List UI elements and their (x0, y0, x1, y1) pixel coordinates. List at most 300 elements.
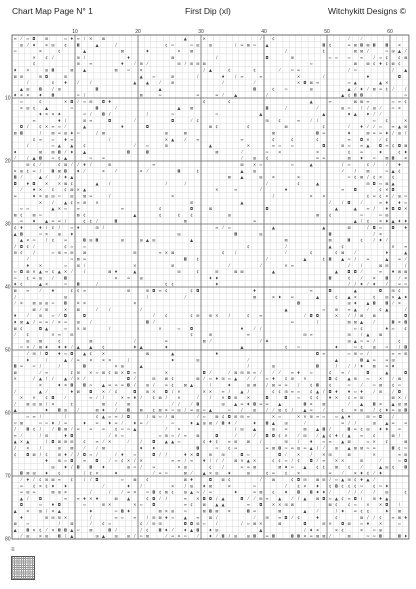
stitch-symbol: ⊠ (57, 168, 61, 174)
row-number-label: 50 (4, 347, 11, 354)
stitch-symbol: ⁄ (228, 369, 230, 375)
stitch-symbol: / (109, 180, 111, 186)
stitch-symbol: ¢ (58, 338, 61, 344)
stitch-symbol: ✕ (397, 319, 402, 325)
stitch-symbol: ≈ (51, 250, 55, 256)
stitch-symbol: ≈ (347, 162, 351, 167)
stitch-symbol: ⁄ (71, 357, 73, 363)
stitch-symbol: ▲ (190, 382, 194, 388)
stitch-symbol: ✕ (164, 136, 168, 142)
stitch-symbol: ⊞ (234, 395, 238, 401)
stitch-symbol: ⁄ (317, 458, 318, 464)
stitch-symbol: ◘ (57, 407, 61, 413)
stitch-symbol: ≡ (309, 332, 313, 338)
stitch-symbol: ⁄ (71, 451, 73, 457)
stitch-symbol: ≡ (315, 155, 320, 161)
stitch-symbol: ≡ (44, 369, 49, 375)
stitch-symbol: ⊞ (208, 451, 213, 457)
stitch-symbol: ≡ (303, 445, 307, 451)
stitch-symbol: ¢ (51, 225, 55, 230)
stitch-symbol: ¢ (354, 174, 357, 180)
stitch-symbol: ≈ (359, 521, 364, 527)
stitch-symbol: ¢ (379, 306, 382, 312)
stitch-symbol: ⊞ (378, 527, 383, 533)
stitch-symbol: ⁄ (373, 477, 375, 482)
stitch-symbol: ◘ (328, 288, 332, 293)
stitch-symbol: ⁄ (291, 514, 293, 520)
stitch-symbol: ¢ (32, 136, 36, 142)
stitch-symbol: ▲ (70, 533, 74, 539)
stitch-symbol: ≡ (89, 117, 93, 123)
stitch-symbol: ¢ (32, 483, 36, 489)
stitch-symbol: / (216, 521, 218, 527)
stitch-symbol: ✕ (101, 168, 106, 174)
stitch-symbol: ◘ (265, 54, 269, 60)
stitch-symbol: ¢ (190, 332, 193, 338)
stitch-symbol: ¢ (83, 218, 86, 224)
stitch-symbol: ⁄ (285, 451, 287, 457)
stitch-symbol: ◘ (114, 218, 118, 224)
stitch-symbol: ⊞ (359, 407, 364, 413)
stitch-symbol: ≈ (126, 426, 131, 432)
stitch-symbol: / (367, 48, 369, 54)
stitch-symbol: ◘ (322, 143, 326, 149)
stitch-symbol: ▲ (385, 256, 389, 262)
stitch-symbol: ≈ (133, 451, 137, 457)
stitch-symbol: / (266, 92, 268, 98)
stitch-symbol: ♦ (334, 344, 339, 350)
stitch-symbol: ¢ (328, 42, 332, 48)
stitch-symbol: ≈ (378, 483, 383, 489)
stitch-symbol: ¢ (209, 464, 212, 470)
stitch-symbol: ✕ (322, 193, 326, 199)
stitch-symbol: ▲ (397, 48, 401, 54)
stitch-symbol: ≈ (359, 338, 364, 344)
stitch-symbol: ▲ (82, 351, 87, 356)
stitch-symbol: ⊞ (366, 426, 370, 432)
stitch-symbol: ▲ (259, 111, 263, 117)
stitch-symbol: ▲ (202, 470, 206, 476)
stitch-symbol: ⊞ (303, 477, 307, 482)
stitch-symbol: ⊠ (164, 489, 168, 495)
stitch-symbol: ♦ (208, 439, 213, 445)
stitch-symbol: / (266, 382, 268, 388)
stitch-symbol: ⊠ (328, 502, 332, 508)
stitch-symbol: ≈ (208, 376, 213, 382)
stitch-symbol: ♦ (208, 527, 213, 533)
stitch-symbol: ¢ (297, 458, 300, 464)
stitch-symbol: ¢ (32, 105, 36, 111)
stitch-symbol: ⊠ (19, 420, 24, 426)
stitch-symbol: ≡ (95, 420, 99, 426)
stitch-symbol: ⊞ (208, 313, 213, 319)
stitch-symbol: ¢ (360, 325, 363, 331)
stitch-symbol: ≈ (202, 414, 206, 419)
stitch-symbol: ≈ (378, 124, 383, 130)
stitch-symbol: ¢ (64, 42, 67, 48)
stitch-symbol: ≡ (397, 256, 402, 262)
stitch-symbol: / (45, 357, 48, 363)
stitch-symbol: ▲ (271, 269, 275, 275)
stitch-symbol: ≈ (26, 206, 30, 212)
stitch-symbol: ✕ (334, 527, 339, 533)
stitch-symbol: ✕ (89, 495, 93, 501)
stitch-symbol: ▲ (145, 237, 149, 243)
stitch-symbol: ◘ (95, 105, 99, 111)
stitch-symbol: ⊠ (366, 130, 370, 136)
stitch-symbol: ♦ (170, 357, 175, 363)
stitch-symbol: ≡ (391, 420, 395, 426)
stitch-symbol: ≈ (347, 256, 351, 262)
stitch-symbol: ◘ (309, 489, 313, 495)
stitch-symbol: / (33, 250, 35, 256)
stitch-symbol: ⊞ (26, 162, 30, 167)
stitch-symbol: ✕ (133, 489, 137, 495)
stitch-symbol: ¢ (360, 508, 363, 514)
stitch-symbol: ⊞ (391, 48, 395, 54)
stitch-symbol: ⊠ (101, 130, 106, 136)
stitch-symbol: ♦ (403, 514, 408, 520)
stitch-symbol: ✕ (252, 458, 257, 464)
stitch-symbol: ≈ (404, 445, 408, 451)
stitch-symbol: ♦ (227, 470, 232, 476)
stitch-symbol: ▲ (271, 225, 275, 230)
stitch-symbol: ≡ (366, 206, 370, 212)
stitch-symbol: ⁄ (329, 489, 331, 495)
stitch-symbol: ▲ (82, 187, 87, 193)
stitch-symbol: ▲ (360, 401, 364, 407)
stitch-symbol: ≈ (284, 458, 288, 464)
stitch-symbol: ≡ (378, 86, 383, 92)
stitch-symbol: ▲ (240, 174, 244, 180)
stitch-symbol: ♦ (189, 420, 194, 426)
stitch-symbol: ⊞ (246, 382, 250, 388)
stitch-symbol: / (329, 533, 331, 539)
stitch-symbol: ⊞ (19, 42, 24, 48)
stitch-symbol: / (247, 363, 249, 369)
stitch-symbol: ¢ (328, 432, 332, 438)
stitch-symbol: ⊠ (208, 420, 213, 426)
stitch-symbol: ◘ (152, 439, 156, 445)
stitch-symbol: ◘ (385, 502, 389, 508)
stitch-symbol: ¢ (196, 269, 200, 275)
stitch-symbol: ♦ (44, 470, 49, 476)
stitch-symbol: ⁄ (153, 313, 155, 319)
stitch-symbol: ♦ (252, 420, 257, 426)
stitch-symbol: ♦ (70, 149, 74, 155)
stitch-symbol: ▲ (95, 180, 99, 186)
stitch-symbol: ⊠ (353, 99, 357, 104)
stitch-symbol: ✕ (334, 458, 339, 464)
stitch-symbol: ♦ (403, 218, 408, 224)
stitch-symbol: ♦ (372, 281, 376, 287)
stitch-symbol: ⁄ (228, 262, 230, 268)
stitch-symbol: ⊞ (221, 376, 225, 382)
stitch-symbol: ⊞ (183, 489, 187, 495)
stitch-symbol: ≈ (372, 527, 376, 533)
stitch-symbol: / (373, 237, 375, 243)
stitch-symbol: ✕ (38, 48, 43, 54)
stitch-symbol: / (222, 464, 224, 470)
stitch-symbol: ⊞ (290, 54, 294, 60)
stitch-symbol: ◘ (63, 527, 68, 533)
stitch-symbol: ♦ (57, 117, 62, 123)
stitch-symbol: ≡ (120, 382, 124, 388)
stitch-symbol: ¢ (309, 382, 313, 388)
stitch-symbol: ⁄ (115, 451, 117, 457)
stitch-symbol: ⊞ (246, 369, 250, 375)
stitch-symbol: ▲ (63, 357, 68, 363)
stitch-symbol: ◘ (360, 42, 364, 48)
stitch-symbol: ≈ (322, 439, 326, 445)
stitch-symbol: ≈ (139, 533, 143, 539)
stitch-symbol: ⊠ (341, 250, 345, 256)
stitch-symbol: ≈ (227, 376, 231, 382)
stitch-symbol: ◘ (253, 86, 257, 92)
stitch-symbol: ▲ (404, 67, 408, 73)
stitch-symbol: ▲ (133, 80, 137, 86)
stitch-symbol: ◘ (227, 395, 231, 401)
stitch-symbol: ⁄ (184, 294, 186, 300)
stitch-symbol: ◘ (101, 99, 105, 104)
stitch-symbol: ▲ (82, 124, 87, 130)
stitch-symbol: ⁄ (165, 533, 167, 539)
row-number-label: 20 (4, 158, 11, 165)
stitch-symbol: ⊞ (341, 143, 345, 149)
stitch-symbol: ♦ (233, 489, 238, 495)
stitch-symbol: ¢ (354, 477, 357, 482)
stitch-symbol: ¢ (335, 294, 338, 300)
stitch-symbol: ◘ (315, 363, 320, 369)
stitch-symbol: ✕ (328, 521, 332, 527)
stitch-symbol: ⁄ (216, 420, 218, 426)
stitch-symbol: ▲ (353, 218, 357, 224)
stitch-symbol: ◘ (360, 92, 364, 98)
stitch-symbol: ▲ (208, 407, 212, 413)
stitch-symbol: ⁄ (40, 306, 41, 312)
stitch-symbol: ≈ (189, 42, 194, 48)
stitch-symbol: ⁄ (361, 382, 362, 388)
stitch-symbol: ⁄ (134, 376, 136, 382)
stitch-symbol: ▲ (328, 243, 332, 249)
stitch-symbol: ≡ (70, 136, 74, 142)
stitch-symbol: ⁄ (84, 445, 85, 451)
stitch-symbol: ♦ (277, 294, 282, 300)
stitch-symbol: ¢ (165, 313, 168, 319)
stitch-symbol: ≡ (152, 162, 156, 167)
stitch-symbol: ▲ (334, 269, 338, 275)
stitch-symbol: / (222, 80, 224, 86)
stitch-symbol: ≡ (89, 61, 93, 67)
stitch-symbol: ⁄ (348, 124, 350, 130)
stitch-symbol: ◘ (196, 401, 200, 407)
stitch-symbol: ⊠ (70, 521, 74, 527)
stitch-symbol: ≡ (252, 508, 257, 514)
stitch-symbol: ⁄ (348, 36, 350, 41)
stitch-symbol: ◘ (76, 464, 80, 470)
stitch-symbol: ⊞ (26, 86, 30, 92)
stitch-symbol: ≡ (126, 489, 131, 495)
stitch-symbol: / (27, 495, 29, 501)
stitch-symbol: ¢ (39, 477, 42, 482)
stitch-symbol: ◘ (315, 351, 320, 356)
stitch-symbol: ⊞ (164, 143, 168, 149)
stitch-symbol: ⊞ (385, 262, 389, 268)
stitch-symbol: ¢ (45, 395, 48, 401)
stitch-symbol: / (304, 527, 306, 533)
stitch-symbol: ≈ (391, 105, 395, 111)
stitch-symbol: ✕ (164, 250, 168, 256)
stitch-symbol: ⁄ (96, 445, 98, 451)
stitch-symbol: ♦ (271, 376, 276, 382)
stitch-symbol: / (90, 514, 92, 520)
stitch-symbol: ✕ (397, 105, 402, 111)
stitch-symbol: ♦ (82, 162, 87, 167)
stitch-symbol: ¢ (83, 212, 86, 218)
stitch-symbol: ¢ (89, 218, 93, 224)
stitch-symbol: ♦ (101, 407, 106, 413)
stitch-symbol: / (216, 495, 218, 501)
stitch-symbol: ✕ (82, 300, 87, 306)
stitch-symbol: ⁄ (247, 357, 249, 363)
stitch-symbol: ⊞ (82, 199, 87, 205)
stitch-symbol: / (228, 313, 230, 319)
stitch-symbol: ▲ (139, 363, 143, 369)
stitch-symbol: ✕ (177, 426, 181, 432)
stitch-symbol: ⊠ (13, 212, 17, 218)
stitch-symbol: ♦ (63, 483, 68, 489)
stitch-symbol: ▲ (385, 306, 389, 312)
stitch-symbol: ◘ (133, 388, 137, 394)
stitch-symbol: ≈ (51, 143, 55, 149)
stitch-symbol: ♦ (101, 464, 106, 470)
stitch-symbol: ⊞ (202, 420, 206, 426)
stitch-symbol: ♦ (403, 149, 408, 155)
stitch-symbol: / (285, 48, 287, 54)
stitch-symbol: ♦ (13, 67, 17, 73)
stitch-symbol: ◘ (152, 489, 156, 495)
stitch-symbol: ▲ (164, 439, 168, 445)
stitch-symbol: ⊠ (126, 401, 131, 407)
stitch-symbol: ▲ (341, 414, 345, 419)
stitch-symbol: ⁄ (235, 432, 237, 438)
stitch-symbol: ≈ (13, 275, 17, 281)
stitch-symbol: ≈ (372, 382, 376, 388)
stitch-symbol: ◘ (70, 351, 74, 356)
stitch-symbol: ≈ (38, 420, 43, 426)
stitch-symbol: ✕ (309, 193, 313, 199)
stitch-symbol: ≡ (171, 458, 175, 464)
stitch-symbol: ¢ (177, 212, 181, 218)
stitch-symbol: ✕ (246, 395, 250, 401)
stitch-symbol: ¢ (328, 382, 332, 388)
stitch-symbol: ⊠ (32, 306, 36, 312)
stitch-symbol: ⁄ (373, 124, 375, 130)
stitch-symbol: ▲ (101, 414, 105, 419)
stitch-symbol: ◘ (372, 180, 376, 186)
stitch-symbol: ¢ (372, 61, 376, 67)
stitch-symbol: ♦ (378, 470, 383, 476)
stitch-symbol: ⊞ (82, 325, 87, 331)
stitch-symbol: ≈ (397, 521, 402, 527)
stitch-symbol: ⊠ (359, 445, 364, 451)
stitch-symbol: ✕ (164, 407, 168, 413)
stitch-symbol: ◘ (404, 458, 408, 464)
stitch-symbol: ⊠ (391, 61, 395, 67)
stitch-symbol: / (96, 130, 98, 136)
stitch-symbol: ⁄ (147, 61, 148, 67)
stitch-symbol: ¢ (366, 508, 370, 514)
stitch-symbol: ◘ (208, 477, 212, 482)
stitch-symbol: ▲ (82, 48, 87, 54)
stitch-symbol: ⊠ (404, 143, 408, 149)
stitch-symbol: ≈ (385, 168, 389, 174)
stitch-symbol: ♦ (63, 136, 68, 142)
stitch-symbol: ¢ (196, 168, 200, 174)
stitch-symbol: ¢ (322, 48, 326, 54)
stitch-symbol: ⊞ (139, 237, 143, 243)
stitch-symbol: ▲ (13, 407, 17, 413)
stitch-symbol: ⊞ (404, 124, 408, 130)
stitch-symbol: ◘ (32, 36, 36, 41)
stitch-symbol: ⊞ (372, 105, 376, 111)
stitch-symbol: / (360, 218, 363, 224)
stitch-symbol: ⁄ (159, 495, 161, 501)
stitch-symbol: ⁄ (121, 420, 123, 426)
stitch-symbol: ◘ (347, 426, 351, 432)
stitch-symbol: ⊠ (359, 174, 364, 180)
stitch-symbol: ≡ (246, 502, 250, 508)
stitch-symbol: ≡ (32, 168, 36, 174)
stitch-symbol: ¢ (272, 388, 275, 394)
stitch-symbol: ▲ (101, 382, 105, 388)
stitch-symbol: / (90, 162, 92, 167)
stitch-symbol: ¢ (228, 477, 231, 482)
stitch-symbol: ⊞ (196, 521, 200, 527)
stitch-symbol: ▲ (341, 439, 345, 445)
stitch-symbol: ⊞ (51, 193, 55, 199)
stitch-symbol: ≈ (404, 281, 408, 287)
stitch-symbol: ◘ (126, 376, 131, 382)
stitch-symbol: ⁄ (46, 527, 47, 533)
stitch-symbol: ◘ (126, 149, 131, 155)
stitch-symbol: ≡ (353, 426, 357, 432)
stitch-symbol: / (405, 130, 407, 136)
stitch-symbol: ≡ (341, 369, 345, 375)
stitch-symbol: ¢ (70, 401, 74, 407)
stitch-symbol: ◘ (360, 357, 364, 363)
stitch-symbol: ♦ (126, 508, 131, 514)
stitch-symbol: ¢ (165, 281, 168, 287)
stitch-symbol: ✕ (139, 67, 143, 73)
stitch-symbol: / (348, 281, 350, 287)
stitch-symbol: ¢ (398, 54, 401, 60)
stitch-symbol: ≈ (227, 225, 231, 230)
stitch-symbol: ¢ (221, 414, 225, 419)
stitch-symbol: ✕ (51, 527, 55, 533)
stitch-symbol: ≈ (347, 382, 351, 388)
stitch-symbol: ≈ (120, 432, 124, 438)
stitch-symbol: ◘ (341, 521, 345, 527)
stitch-symbol: ✕ (271, 502, 276, 508)
stitch-symbol: ≡ (38, 319, 43, 325)
stitch-symbol: ⁄ (254, 432, 255, 438)
stitch-symbol: ≡ (397, 99, 402, 104)
stitch-symbol: ≈ (133, 464, 137, 470)
stitch-symbol: ¢ (272, 86, 275, 92)
stitch-symbol: ⊠ (290, 502, 294, 508)
stitch-symbol: ◘ (82, 237, 87, 243)
